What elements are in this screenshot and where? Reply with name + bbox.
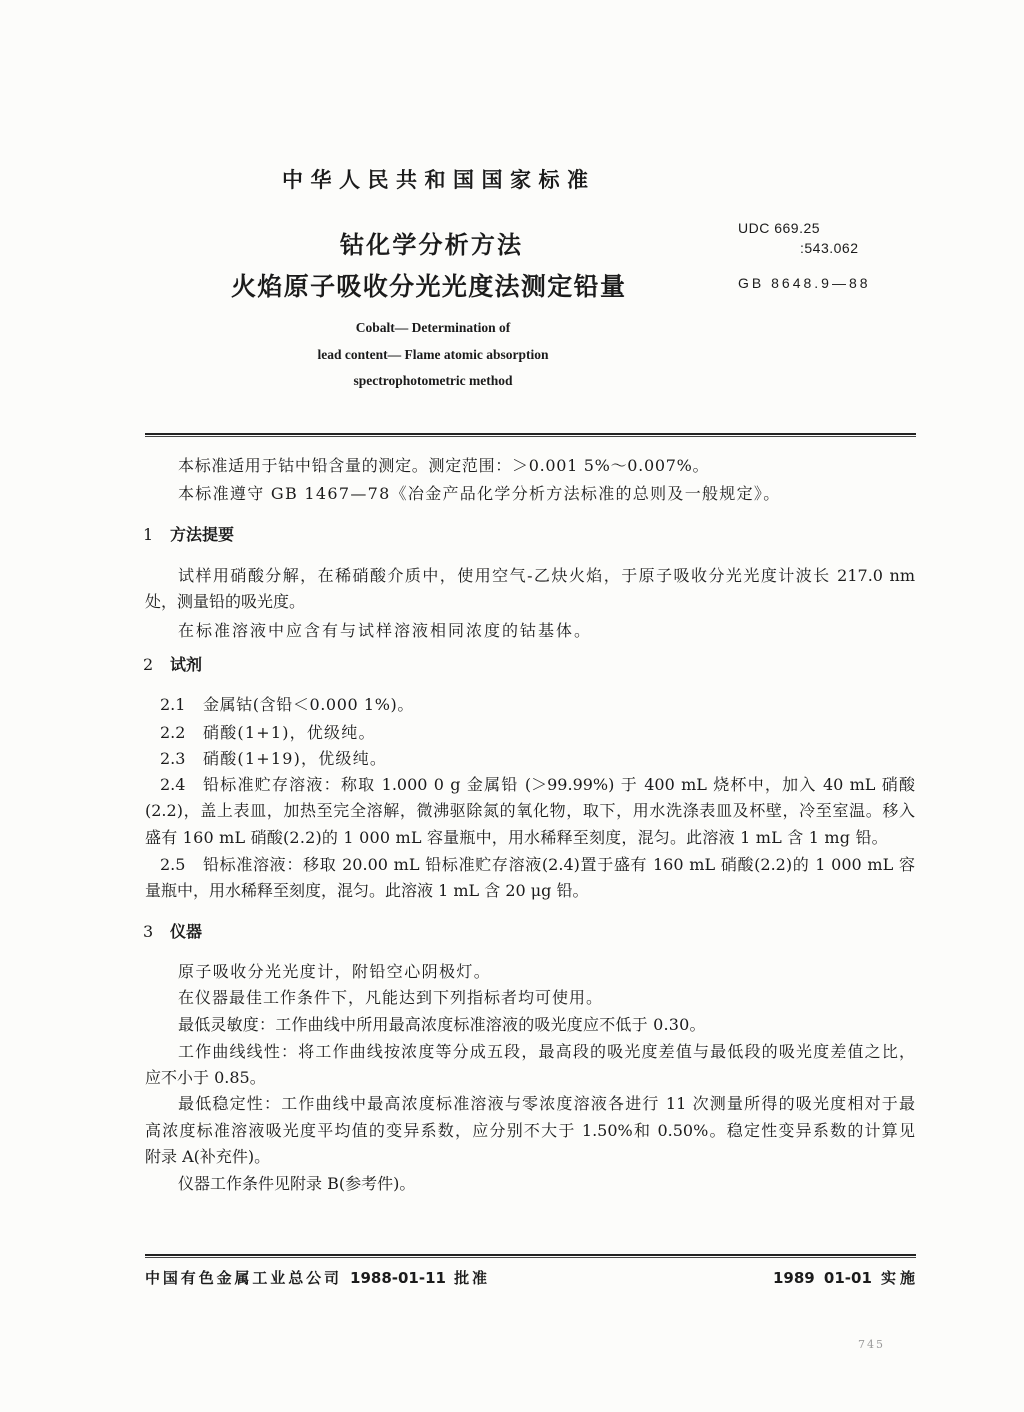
title-line-1: 钴化学分析方法 [340, 231, 521, 259]
header-divider [145, 433, 916, 437]
item-number: 2.3 [160, 749, 186, 768]
item-text: 铅标准贮存溶液：称取 1.000 0 g 金属铅 (＞99.99%) 于 400 mL 烧杯中，加入 40 mL 硝酸 [203, 775, 915, 794]
section-heading: 方法提要 [170, 525, 235, 544]
footer-divider [145, 1254, 916, 1258]
paragraph-line: 在标准溶液中应含有与试样溶液相同浓度的钴基体。 [178, 621, 593, 640]
paragraph-line: 仪器工作条件见附录 B(参考件)。 [178, 1174, 416, 1193]
item-text: 硝酸(1+1)，优级纯。 [203, 723, 376, 742]
section-number: 3 [143, 922, 154, 941]
english-title-line: lead content— Flame atomic absorption [317, 347, 549, 362]
paragraph-line: 最低灵敏度：工作曲线中所用最高浓度标准溶液的吸光度应不低于 0.30。 [178, 1015, 706, 1034]
paragraph-line: 工作曲线线性：将工作曲线按浓度等分成五段，最高段的吸光度差值与最低段的吸光度差值之比， [178, 1042, 915, 1061]
section-heading: 试剂 [170, 655, 203, 674]
item-text: (2.2)，盖上表皿，加热至完全溶解，微沸驱除氮的氧化物，取下，用水洗涤表皿及杯壁，冷至室温。移入 [145, 801, 915, 820]
section-number: 1 [143, 525, 154, 544]
item-number: 2.5 [160, 855, 186, 874]
paragraph-line: 处，测量铅的吸光度。 [145, 592, 306, 611]
title-line-2: 火焰原子吸收分光光度法测定铅量 [231, 272, 625, 301]
section-number: 2 [143, 655, 154, 674]
national-standard-heading: 中华人民共和国国家标准 [282, 168, 588, 192]
item-number: 2.1 [160, 695, 186, 714]
item-number: 2.4 [160, 775, 186, 794]
paragraph-line: 高浓度标准溶液吸光度平均值的变异系数，应分别不大于 1.50%和 0.50%。稳定性变异系数的计算见 [145, 1121, 915, 1140]
item-text: 盛有 160 mL 硝酸(2.2)的 1 000 mL 容量瓶中，用水稀释至刻度，混匀。此溶液 1 mL 含 1 mg 铅。 [145, 828, 888, 847]
intro-line: 本标准遵守 GB 1467—78《冶金产品化学分析方法标准的总则及一般规定》。 [178, 484, 781, 503]
gb-standard-number: GB 8648.9—88 [738, 275, 871, 291]
intro-line: 本标准适用于钴中铅含量的测定。测定范围：＞0.001 5%～0.007%。 [178, 456, 710, 475]
item-text: 硝酸(1+19)，优级纯。 [203, 749, 388, 768]
english-title-line: spectrophotometric method [353, 373, 513, 388]
english-title-line: Cobalt— Determination of [355, 320, 511, 335]
paragraph-line: 原子吸收分光光度计，附铅空心阴极灯。 [178, 962, 492, 981]
section-heading: 仪器 [170, 922, 203, 941]
approval-line: 中国有色金属工业总公司 1988-01-11 批准 [145, 1269, 487, 1287]
item-text: 金属钴(含铅＜0.000 1%)。 [203, 695, 414, 714]
item-text: 铅标准溶液：移取 20.00 mL 铅标准贮存溶液(2.4)置于盛有 160 mL 硝酸(2.2)的 1 000 mL 容 [203, 855, 915, 874]
paragraph-line: 应不小于 0.85。 [145, 1068, 266, 1087]
udc-code: UDC 669.25 [738, 220, 821, 236]
page-number: 745 [858, 1338, 885, 1351]
paragraph-line: 试样用硝酸分解，在稀硝酸介质中，使用空气-乙炔火焰，于原子吸收分光光度计波长 217.0 nm [178, 566, 915, 585]
paragraph-line: 附录 A(补充件)。 [145, 1147, 271, 1166]
paragraph-line: 在仪器最佳工作条件下，凡能达到下列指标者均可使用。 [178, 988, 604, 1007]
item-number: 2.2 [160, 723, 186, 742]
item-text: 量瓶中，用水稀释至刻度，混匀。此溶液 1 mL 含 20 μg 铅。 [145, 881, 589, 900]
implementation-date: 1989 01-01 实施 [773, 1269, 915, 1287]
udc-code-continued: :543.062 [800, 240, 859, 256]
paragraph-line: 最低稳定性：工作曲线中最高浓度标准溶液与零浓度溶液各进行 11 次测量所得的吸光度相对于最 [178, 1094, 915, 1113]
